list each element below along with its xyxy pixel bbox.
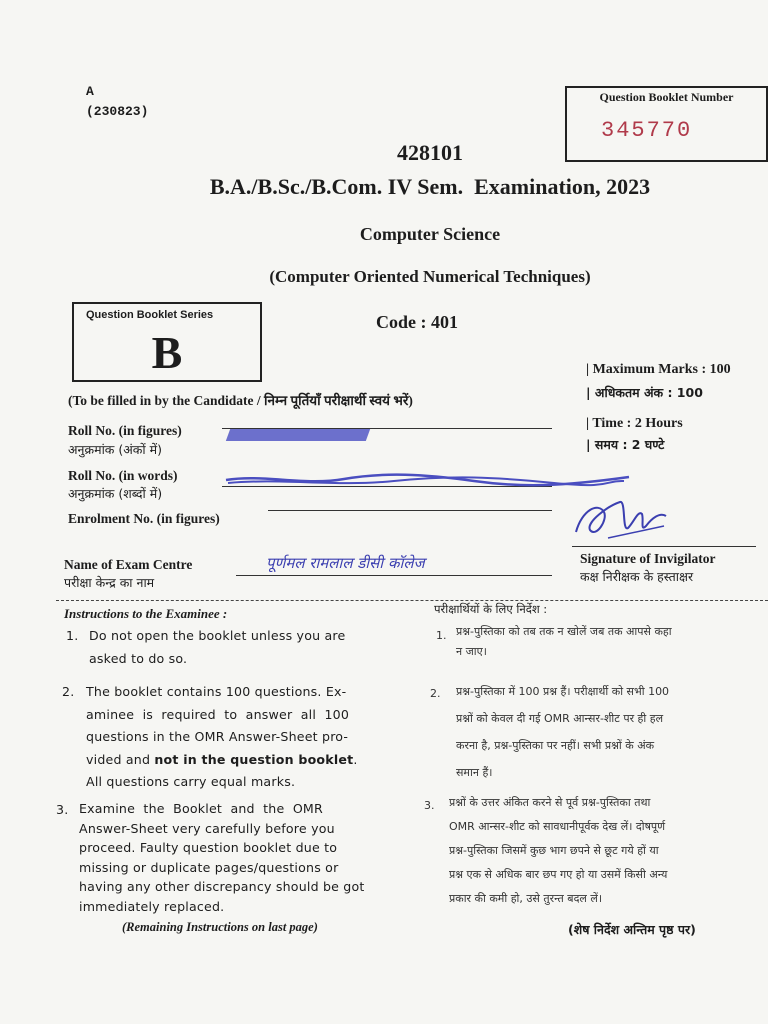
roll-words-label-hi: अनुक्रमांक (शब्दों में) [68, 486, 163, 501]
invigilator-line [572, 546, 756, 547]
max-marks-hi: | अधिकतम अंक : 100 [586, 385, 703, 400]
section-divider [56, 600, 768, 601]
booklet-number-label: Question Booklet Number [599, 90, 734, 104]
instruction-en-3-num: 3. [56, 802, 69, 817]
instruction-hi-3: प्रश्नों के उत्तर अंकित करने से पूर्व प्रश्न-पुस्तिका तथा OMR आन्सर-शीट को सावधानीपूर्वक देख लें। दोषपूर्ण प्रश्न-पुस्तिका जिसमें कुछ भाग छपने से छूट गये हों या प्रश्न एक से अधिक बार छप गए हो या उसमें किसी अन्य प्रकार की कमी हो, उसे तुरन्त बदल लें। [449, 796, 668, 905]
exam-title: B.A./B.Sc./B.Com. IV Sem. Examination, 2023 [209, 174, 651, 199]
fill-note: (To be filled in by the Candidate / निम्न पूर्तियाँ परीक्षार्थी स्वयं भरें) [68, 393, 413, 408]
time-hi: | समय : 2 घण्टे [586, 437, 665, 452]
exam-centre-line [236, 575, 552, 576]
roll-words-label-en: Roll No. (in words) [68, 468, 178, 483]
instruction-en-3: Examine the Booklet and the OMR Answer-Sheet very carefully before you proceed. Faulty question booklet due to missing or duplicate pages/questions or having any other discrepancy should be got immediately replaced. [79, 801, 365, 914]
booklet-series-letter: B [151, 327, 183, 378]
instruction-hi-1-num: 1. [436, 629, 447, 642]
paper-name: (Computer Oriented Numerical Techniques) [269, 267, 591, 286]
booklet-number: 345770 [601, 118, 693, 143]
instruction-hi-2: प्रश्न-पुस्तिका में 100 प्रश्न हैं। परीक्षार्थी को सभी 100 प्रश्नों को केवल दी गई OMR आन्सर-शीट पर ही हल करना है, प्रश्न-पुस्तिका पर नहीं। सभी प्रश्नों के अंक समान हैं। [456, 685, 670, 779]
booklet-series-label: Question Booklet Series [86, 309, 214, 321]
instruction-en-1: Do not open the booklet unless you are asked to do so. [89, 628, 346, 666]
invigilator-signature-icon [568, 492, 678, 554]
invigilator-label-en: Signature of Invigilator [580, 551, 716, 566]
instruction-en-2-num: 2. [62, 684, 75, 699]
enrolment-line [268, 510, 552, 511]
exam-centre-label-hi: परीक्षा केन्द्र का नाम [64, 575, 155, 590]
date-code: (230823) [86, 104, 149, 119]
exam-centre-label-en: Name of Exam Centre [64, 557, 193, 572]
instruction-hi-1: प्रश्न-पुस्तिका को तब तक न खोलें जब तक आपसे कहा न जाए। [456, 625, 672, 658]
invigilator-label-hi: कक्ष निरीक्षक के हस्ताक्षर [580, 569, 694, 584]
instruction-en-2: The booklet contains 100 questions. Ex- aminee is required to answer all 100 questions in the OMR Answer-Sheet pro- vided and not in the question booklet. All questions carry equal marks. [86, 684, 358, 789]
paper-code: 428101 [397, 140, 463, 165]
roll-figures-label-hi: अनुक्रमांक (अंकों में) [68, 442, 162, 457]
redacted-roll-figures [226, 429, 370, 441]
instructions-footer-en: (Remaining Instructions on last page) [122, 920, 318, 934]
booklet-series-box [72, 302, 262, 382]
series-code: A [86, 84, 94, 99]
enrolment-label: Enrolment No. (in figures) [68, 511, 220, 526]
instructions-heading-hi: परीक्षार्थियों के लिए निर्देश : [434, 602, 548, 616]
redacted-roll-words [224, 472, 634, 488]
time-en: | Time : 2 Hours [586, 416, 683, 431]
instruction-hi-2-num: 2. [430, 687, 441, 700]
course-code: Code : 401 [376, 312, 458, 332]
max-marks-en: | Maximum Marks : 100 [586, 362, 731, 377]
instructions-footer-hi: (शेष निर्देश अन्तिम पृष्ठ पर) [568, 922, 696, 937]
instruction-hi-3-num: 3. [424, 799, 435, 812]
subject-title: Computer Science [359, 224, 501, 244]
instruction-en-1-num: 1. [66, 628, 79, 643]
instructions-heading-en: Instructions to the Examinee : [64, 606, 228, 621]
roll-figures-label-en: Roll No. (in figures) [68, 423, 182, 438]
exam-centre-value: पूर्णमल रामलाल डीसी कॉलेज [266, 554, 425, 572]
